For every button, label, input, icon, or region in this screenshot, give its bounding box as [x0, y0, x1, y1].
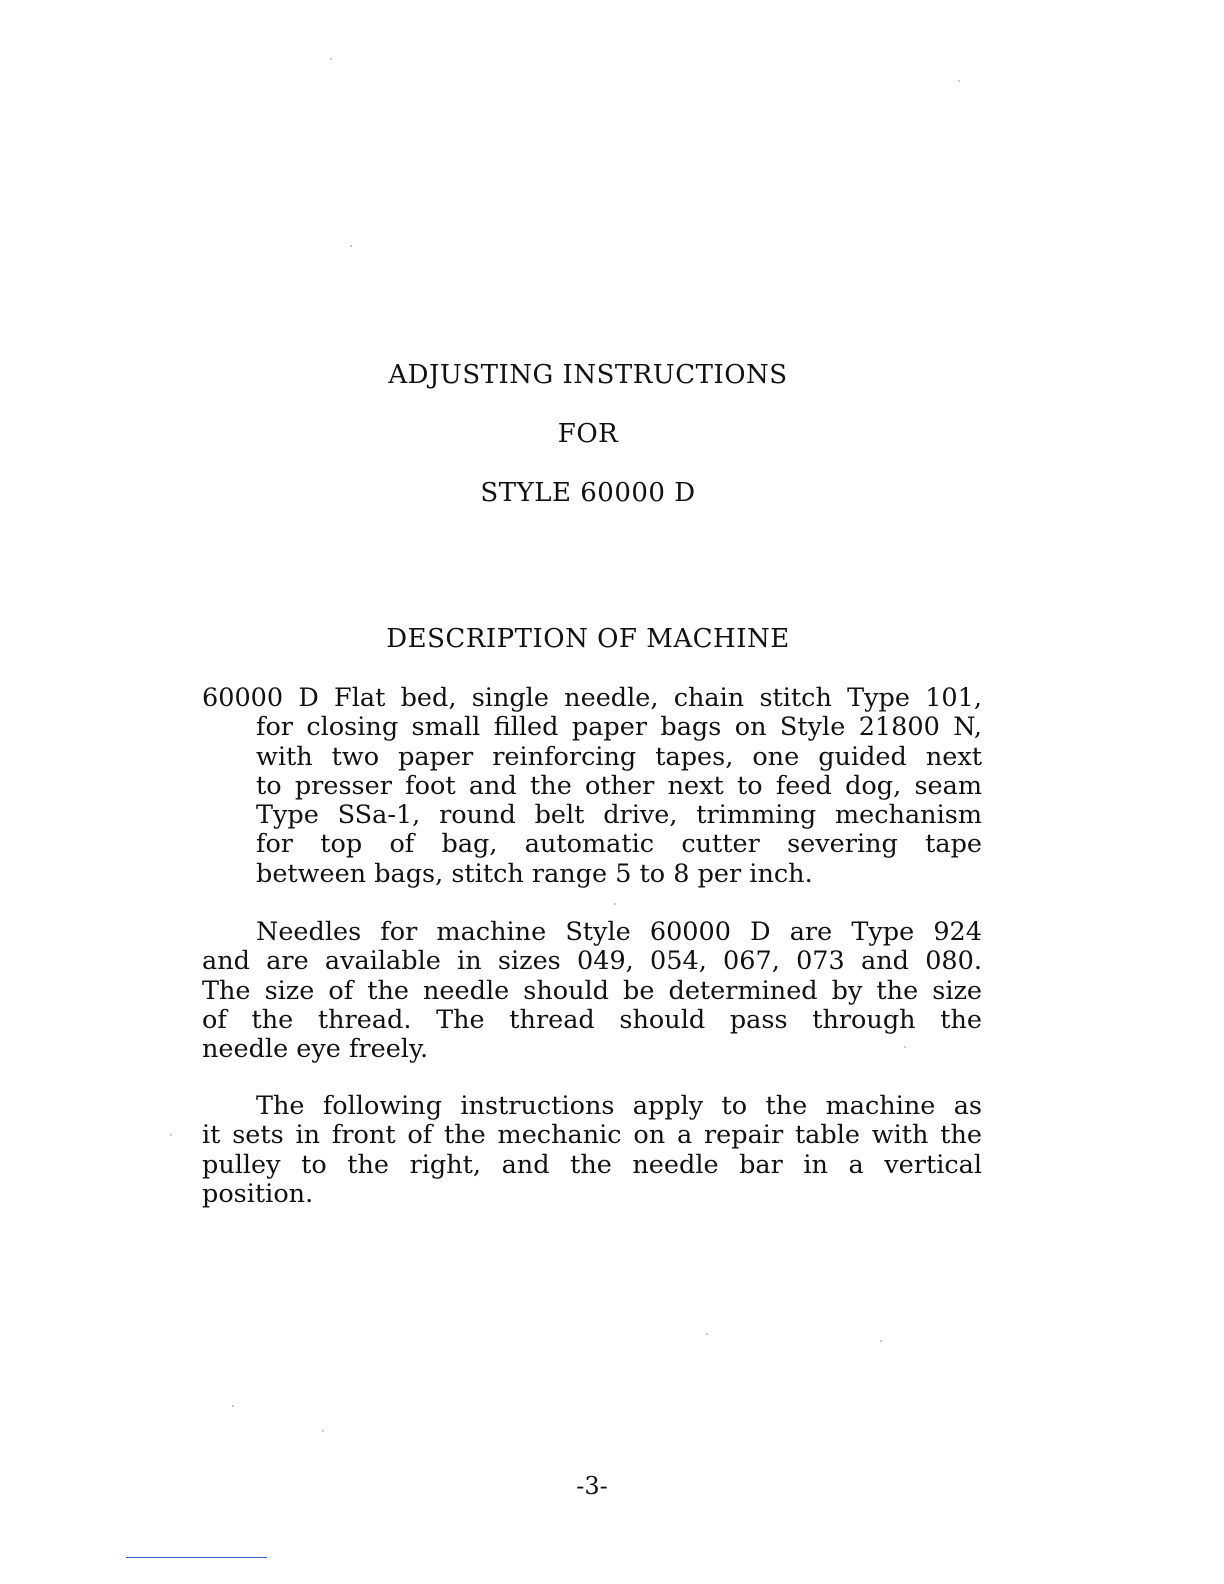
description-paragraph — [202, 684, 982, 889]
orientation-line: position. — [202, 1178, 314, 1209]
needles-line: needle eye freely. — [202, 1034, 429, 1065]
description-line: Type SSa-1, round belt drive, trimming mechanism — [256, 800, 982, 831]
description-line: with two paper reinforcing tapes, one guided next — [256, 741, 982, 772]
scan-speck — [330, 58, 332, 60]
needles-line: Needles for machine Style 60000 D are Type 924 — [256, 917, 982, 947]
scan-speck — [706, 1333, 708, 1335]
document-title-line-2: FOR — [557, 419, 619, 449]
footer-rule — [126, 1557, 267, 1558]
needles-paragraph — [202, 918, 982, 1064]
needles-line: and are available in sizes 049, 054, 067, 073 and 080. — [202, 946, 982, 977]
scan-speck — [880, 1340, 882, 1342]
document-title-line-1: ADJUSTING INSTRUCTIONS — [388, 360, 788, 390]
description-line: for top of bag, automatic cutter severing tape — [256, 829, 982, 860]
scan-speck — [958, 80, 960, 82]
description-line: between bags, stitch range 5 to 8 per inch. — [256, 858, 813, 889]
description-line: to presser foot and the other next to feed dog, seam — [256, 770, 982, 801]
scan-speck — [322, 1430, 324, 1432]
scan-speck — [232, 1405, 234, 1407]
orientation-line: it sets in front of the mechanic on a repair table with the — [202, 1120, 982, 1151]
needles-line: of the thread. The thread should pass through the — [202, 1004, 982, 1035]
needles-line: The size of the needle should be determined by the size — [202, 975, 982, 1006]
description-line: for closing small filled paper bags on Style 21800 N, — [256, 712, 982, 743]
orientation-paragraph — [202, 1092, 982, 1209]
document-title-line-3: STYLE 60000 D — [480, 478, 696, 508]
scan-speck — [170, 1134, 172, 1136]
scan-speck — [350, 245, 352, 247]
page-number: -3- — [576, 1472, 608, 1500]
orientation-line: pulley to the right, and the needle bar in a vertical — [202, 1149, 982, 1180]
section-heading: DESCRIPTION OF MACHINE — [386, 624, 790, 654]
scan-speck — [904, 1046, 906, 1048]
scan-speck — [614, 903, 616, 905]
description-line: 60000 D Flat bed, single needle, chain stitch Type 101, — [202, 683, 982, 713]
orientation-line: The following instructions apply to the machine as — [256, 1091, 982, 1121]
